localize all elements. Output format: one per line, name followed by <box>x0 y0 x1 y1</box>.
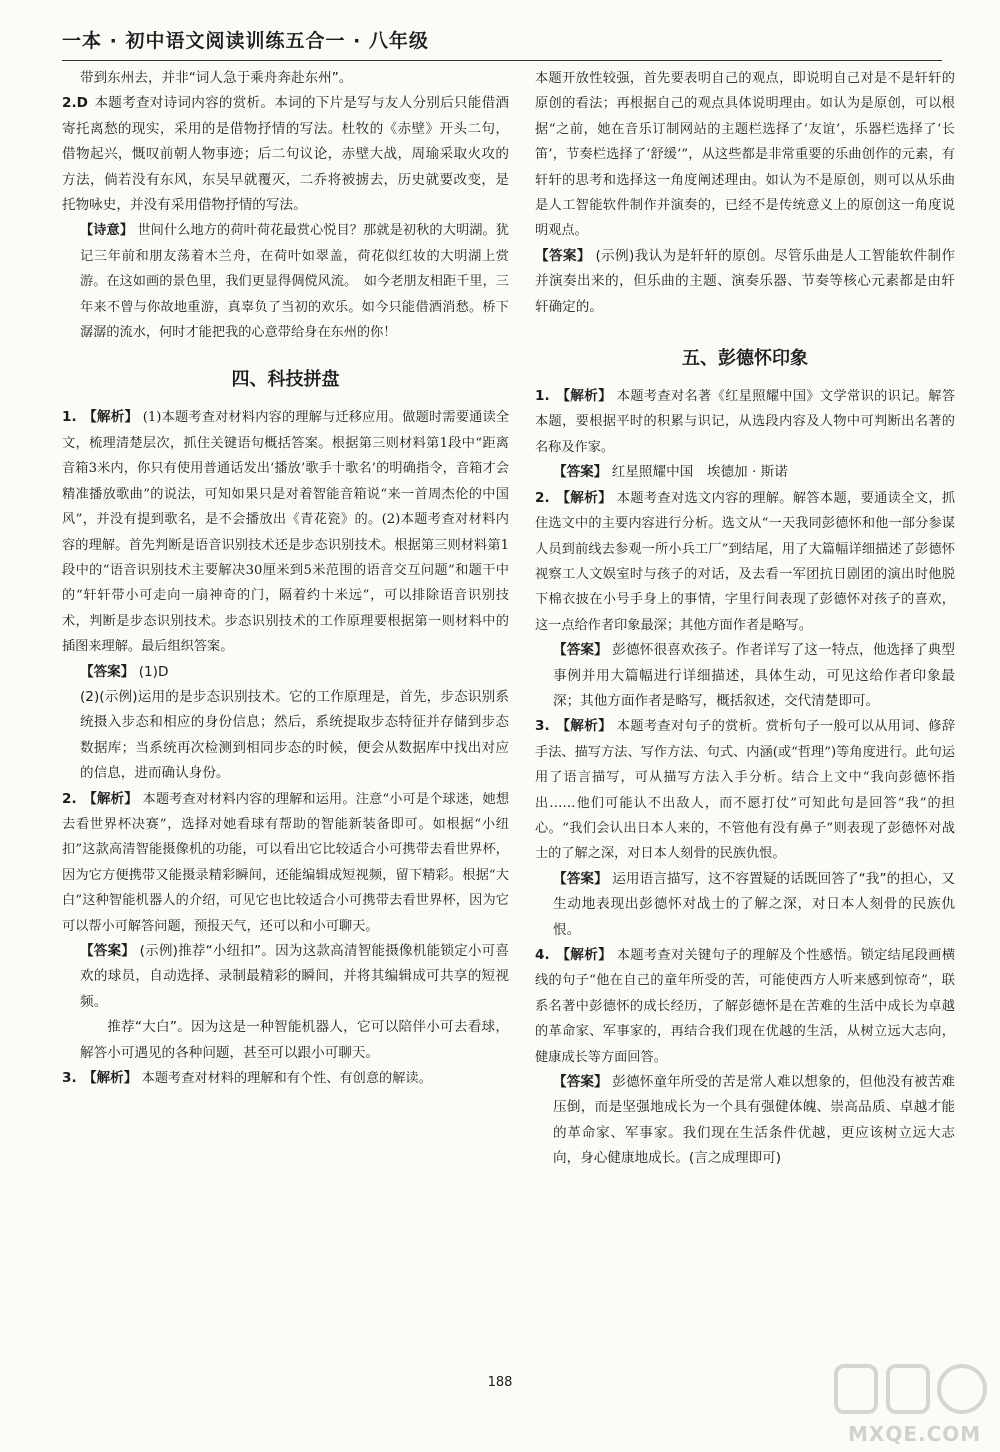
answer-tag: 【答案】 <box>80 943 136 959</box>
answer-text: 红星照耀中国 埃德加 · 斯诺 <box>611 464 788 481</box>
answer-tag: 【答案】 <box>553 642 608 659</box>
question-number: 1. <box>535 388 550 405</box>
analysis-text: 本题考查对诗词内容的赏析。本词的下片是写与友人分别后只能借酒寄托离愁的现实，采用的是借物抒情的写法。杜牧的《赤壁》开头二句，借物起兴，慨叹前朝人物事迹；后二句议论，赤壁大战，周瑜采取火攻的方法，倘若没有东风，东吴早就覆灭，二乔将被掳去，历史就要改变，是托物咏史，并没有采用借物抒情的写法。 <box>62 95 510 214</box>
page-number: 188 <box>487 1375 513 1390</box>
question-number: 3. <box>535 718 550 735</box>
answer-text: 运用语言描写，这不容置疑的话既回答了“我”的担心，又生动地表现出彭德怀对战士的了解之深，对日本人刻骨的民族仇恨。 <box>553 870 955 938</box>
answer-text: (示例)我认为是轩轩的原创。尽管乐曲是人工智能软件制作并演奏出来的，但乐曲的主题、演奏乐器、节奏等核心元素都是由轩轩确定的。 <box>535 247 955 315</box>
answer-text: (2)(示例)运用的是步态识别技术。它的工作原理是，首先，步态识别系统摄入步态和相应的身份信息；然后，系统提取步态特征并存储到步态数据库；当系统再次检测到相同步态的时候，便会从数据库中找出对应的信息，进而确认身份。 <box>80 688 509 782</box>
analysis-text: 本题考查对关键句子的理解及个性感悟。锁定结尾段画横线的句子“他在自己的童年所受的苦，可能使西方人听来感到惊奇”，联系名著中彭德怀的成长经历，了解彭德怀是在苦难的生活中成长为卓越的革命家、军事家的，再结合我们现在优越的生活，从树立远大志向，健康成长等方面回答。 <box>535 948 956 1065</box>
answer-text: 彭德怀很喜欢孩子。作者详写了这一特点，他选择了典型事例并用大篇幅进行详细描述，具体生动，可见这给作者印象最深；其他方面作者是略写，概括叙述，交代清楚即可。 <box>553 642 956 709</box>
running-header: 一本 · 初中语文阅读训练五合一 · 八年级 <box>62 30 429 52</box>
answer-tag: 【答案】 <box>553 1074 608 1091</box>
analysis-text: 本题考查对材料的理解和有个性、有创意的解读。 <box>141 1071 432 1087</box>
analysis-tag: 【解析】 <box>556 388 613 405</box>
question-number: 1. <box>62 409 77 426</box>
answer-tag: 【答案】 <box>80 663 135 680</box>
watermark-logo <box>830 1360 990 1450</box>
answer-text: 彭德怀童年所受的苦是常人难以想象的，但他没有被苦难压倒，而是坚强地成长为一个具有强健体魄、崇高品质、卓越才能的革命家、军事家。我们现在生活条件优越，更应该树立远大志向，身心健康地成长。(言之成理即可) <box>553 1074 956 1167</box>
watermark-logo-icon <box>830 1360 990 1422</box>
analysis-tag: 【解析】 <box>556 947 613 963</box>
poem-meaning-text: 世间什么地方的荷叶荷花最赏心悦目？那就是初秋的大明湖。犹记三年前和朋友荡着木兰舟，在荷叶如翠盖，荷花似红妆的大明湖上赏游。在这如画的景色里，我们更显得倜傥风流。 如今老朋友相距千里，三年来不曾与你故地重游，真辜负了当初的欢乐。如今只能借酒消愁。桥下潺潺的流水，何时才能把我的心意带给身在东州的你！ <box>80 223 509 341</box>
watermark-text: MXQE.COM <box>848 1422 982 1446</box>
analysis-text: (1)本题考查对材料内容的理解与迁移应用。做题时需要通读全文，梳理清楚层次，抓住关键语句概括答案。根据第三则材料第1段中“距离音箱3米内，你只有使用普通话发出‘播放’歌手十歌名’的明确指令，音箱才会精准播放歌曲”的说法，可知如果只是对着智能音箱说“来一首周杰伦的中国风”，并没有提到歌名，是不会播放出《青花瓷》的。(2)本题考查对材料内容的理解。首先判断是语音识别技术还是步态识别技术。根据第三则材料第1段中的“语音识别技术主要解决30厘米到5米范围的语音交互问题”和题干中的“轩轩带小可走向一扇神奇的门，隔着约十米远”，可以排除语音识别技术，判断是步态识别技术。步态识别技术的工作原理要根据第一则材料中的插图来理解。最后组织答案。 <box>62 410 510 655</box>
analysis-text: 本题考查对材料内容的理解和运用。注意“小可是个球迷，她想去看世界杯决赛”，选择对她看球有帮助的智能新装备即可。如根据“小纽扣”这款高清智能摄像机的功能，可以看出它比较适合小可携带去看世界杯，因为它方便携带又能摄录精彩瞬间，还能编辑成短视频，留下精彩。根据“大白”这种智能机器人的介绍，可见它也比较适合小可携带去看世界杯，因为它可以帮小可解答问题，预报天气，还可以和小可聊天。 <box>62 791 510 934</box>
analysis-tag: 【解析】 <box>556 489 613 506</box>
analysis-text: 本题开放性较强，首先要表明自己的观点，即说明自己对是不是轩轩的原创的看法；再根据自己的观点具体说明理由。如认为是原创，可以根据“之前，她在音乐订制网站的主题栏选择了‘友谊’，乐器栏选择了‘长笛’，节奏栏选择了‘舒缓’”，从这些都是非常重要的乐曲创作的元素，有轩轩的思考和选择这一角度阐述理由。如认为不是原创，则可以从乐曲是人工智能软件制作并演奏的，已经不是传统意义上的原创这一角度说明观点。 <box>535 71 955 239</box>
question-number: 2.D <box>62 95 88 112</box>
analysis-text: 本题考查对名著《红星照耀中国》文学常识的识记。解答本题，要根据平时的积累与识记，从选段内容及人物中可判断出名著的名称及作家。 <box>535 389 956 455</box>
answer-text: (示例)推荐“小纽扣”。因为这款高清智能摄像机能锁定小可喜欢的球员，自动选择、录制最精彩的瞬间，并将其编辑成可共享的短视频。 <box>80 943 509 1010</box>
analysis-tag: 【解析】 <box>83 409 139 426</box>
section-heading: 四、科技拼盘 <box>231 369 340 391</box>
question-number: 4. <box>535 947 550 963</box>
answer-tag: 【答案】 <box>553 870 608 887</box>
analysis-tag: 【解析】 <box>556 718 613 735</box>
question-number: 2. <box>535 489 550 506</box>
poem-meaning-tag: 【诗意】 <box>80 223 134 239</box>
right-column <box>535 66 955 1172</box>
answer-tag: 【答案】 <box>535 247 591 264</box>
answer-text: (1)D <box>138 663 169 680</box>
question-number: 2. <box>62 790 77 807</box>
paragraph: 带到东州去，并非“词人急于乘舟奔赴东州”。 <box>80 70 353 86</box>
section-heading: 五、彭德怀印象 <box>682 348 808 370</box>
left-column <box>62 66 509 1091</box>
answer-tag: 【答案】 <box>553 464 608 481</box>
analysis-tag: 【解析】 <box>83 790 139 807</box>
analysis-tag: 【解析】 <box>82 1070 138 1087</box>
answer-text: 推荐“大白”。因为这是一种智能机器人，它可以陪伴小可去看球，解答小可遇见的各种问题，甚至可以跟小可聊天。 <box>80 1019 509 1061</box>
analysis-text: 本题考查对句子的赏析。赏析句子一般可以从用词、修辞手法、描写方法、写作方法、句式、内涵(或“哲理”)等角度进行。此句运用了语言描写，可从描写方法入手分析。结合上文中“我向彭德怀指出……他们可能认不出敌人，而不愿打仗”可知此句是回答“我”的担心。“我们会认出日本人来的，不管他有没有鼻子”则表现了彭德怀对战士的了解之深，对日本人刻骨的民族仇恨。 <box>535 719 956 862</box>
header-rule <box>62 60 942 61</box>
analysis-text: 本题考查对选文内容的理解。解答本题，要通读全文，抓住选文中的主要内容进行分析。选文从“一天我同彭德怀和他一部分参谋人员到前线去参观一所小兵工厂”到结尾，用了大篇幅详细描述了彭德怀视察工人文娱室时与孩子的对话，及去看一军团抗日剧团的演出时他脱下棉衣披在小号手身上的事情，字里行间表现了彭德怀对孩子的喜欢，这一点给作者印象最深；其他方面作者是略写。 <box>535 490 956 633</box>
question-number: 3. <box>62 1070 77 1087</box>
